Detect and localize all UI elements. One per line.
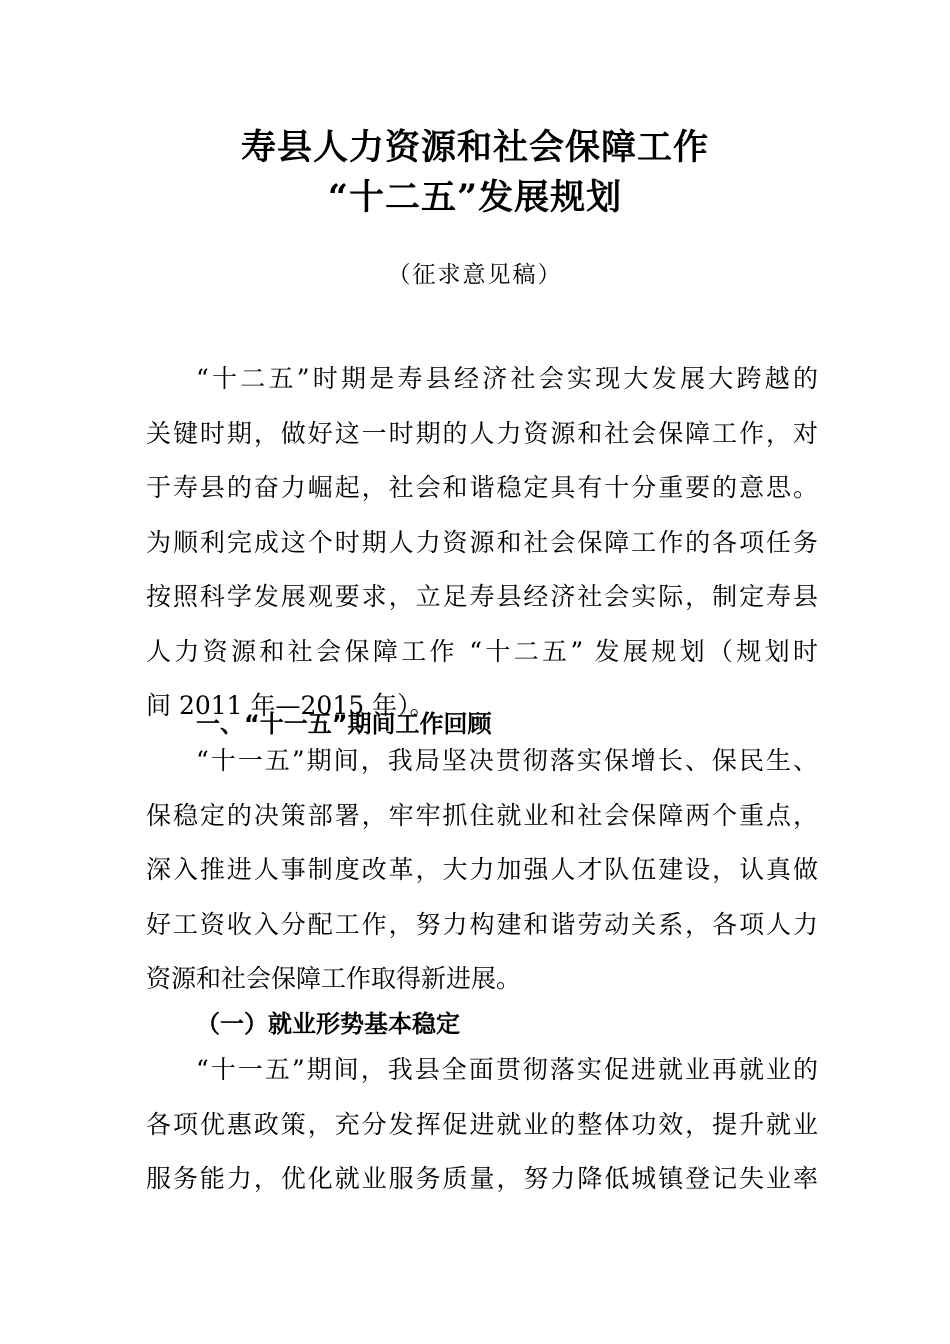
paragraph-line: 保稳定的决策部署，牢牢抓住就业和社会保障两个重点， bbox=[146, 800, 818, 830]
paragraph-line: 各项优惠政策，充分发挥促进就业的整体功效，提升就业 bbox=[146, 1109, 818, 1139]
paragraph-line: “十一五”期间，我县全面贯彻落实促进就业再就业的 bbox=[196, 1055, 818, 1084]
subsection-paragraph bbox=[146, 1043, 818, 1207]
paragraph-line: 服务能力，优化就业服务质量，努力降低城镇登记失业率 bbox=[146, 1164, 818, 1193]
paragraph-line: “十一五”期间，我局坚决贯彻落实保增长、保民生、 bbox=[196, 746, 818, 775]
paragraph-line: 资源和社会保障工作取得新进展。 bbox=[146, 964, 522, 993]
paragraph-line: “十二五”时期是寿县经济社会实现大发展大跨越的 bbox=[196, 364, 818, 393]
paragraph-line: 人力资源和社会保障工作 “十二五” 发展规划（规划时 bbox=[146, 636, 818, 666]
section-paragraph bbox=[146, 734, 818, 1007]
paragraph-line: 间 2011 年—2015 年）。 bbox=[146, 691, 435, 720]
document-title-line-1: 寿县人力资源和社会保障工作 bbox=[240, 127, 709, 168]
section-heading: 一、“十一五”期间工作回顾 bbox=[196, 710, 492, 738]
paragraph-line: 关键时期，做好这一时期的人力资源和社会保障工作，对 bbox=[146, 418, 818, 448]
subsection-heading: （一）就业形势基本稳定 bbox=[196, 1010, 460, 1038]
paragraph-line: 按照科学发展观要求，立足寿县经济社会实际，制定寿县 bbox=[146, 582, 818, 611]
document-subtitle: （征求意见稿） bbox=[387, 262, 563, 288]
intro-paragraph bbox=[146, 352, 818, 734]
paragraph-line: 深入推进人事制度改革，大力加强人才队伍建设，认真做 bbox=[146, 855, 818, 884]
paragraph-line: 于寿县的奋力崛起，社会和谐稳定具有十分重要的意思。 bbox=[146, 473, 818, 502]
paragraph-line: 好工资收入分配工作，努力构建和谐劳动关系，各项人力 bbox=[146, 909, 818, 939]
paragraph-line: 为顺利完成这个时期人力资源和社会保障工作的各项任务 bbox=[146, 527, 818, 557]
document-title-line-2: “十二五”发展规划 bbox=[327, 177, 623, 218]
